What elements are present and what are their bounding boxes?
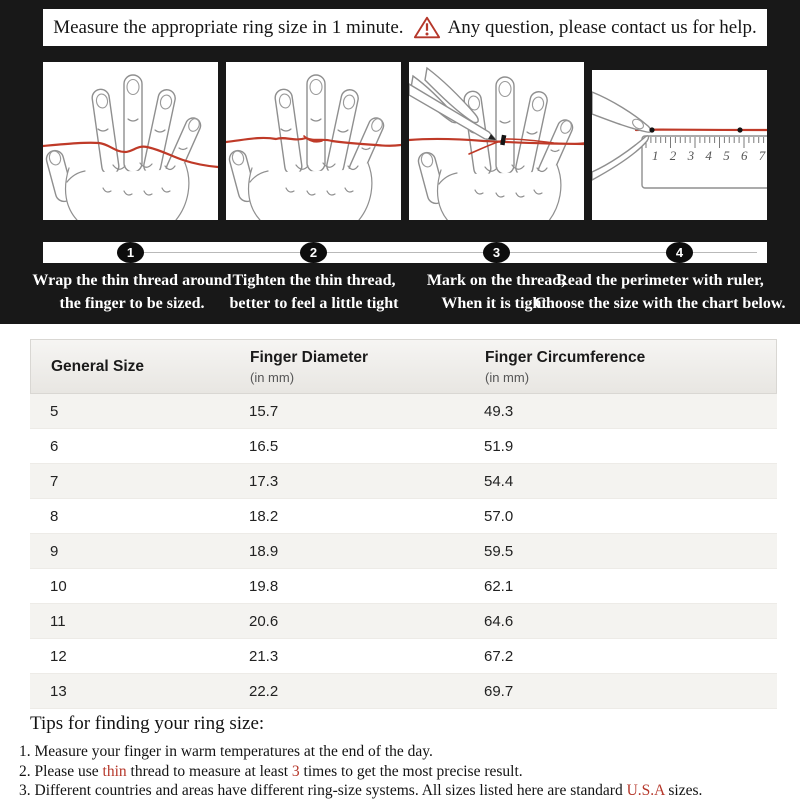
- step-2-badge: 2: [300, 242, 327, 263]
- step-connector-line: [131, 252, 757, 253]
- header-text-right: Any question, please contact us for help.: [447, 16, 757, 38]
- illustration-mark-thread: [409, 62, 584, 220]
- column-header-finger-diameter: Finger Diameter: [250, 348, 369, 366]
- pinching-thumb: [592, 136, 648, 180]
- tips-title: Tips for finding your ring size:: [30, 713, 265, 734]
- measure-dot-end: [737, 127, 742, 132]
- ruler-number: 3: [687, 148, 695, 163]
- instructions-section: [0, 0, 800, 324]
- ruler-number: 2: [669, 148, 677, 163]
- column-header-general-size: General Size: [51, 357, 145, 375]
- step-1-badge: 1: [117, 242, 144, 263]
- ruler-number: 5: [723, 148, 730, 163]
- table-body: [30, 394, 777, 709]
- table-row: 11 20.6 64.6: [30, 604, 777, 639]
- step-progress-bar: [43, 242, 767, 263]
- column-unit: (in mm): [250, 369, 295, 385]
- illustration-tighten-thread: [226, 62, 401, 220]
- header-text-left: Measure the appropriate ring size in 1 minute.: [53, 16, 404, 38]
- step-2-caption: Tighten the thin thread, better to feel a little tight: [229, 272, 399, 312]
- tip-item-2: 2. Please use thin thread to measure at least 3 times to get the most precise result.: [19, 762, 523, 780]
- step-4-badge: 4: [666, 242, 693, 263]
- ruler-number: 4: [705, 148, 712, 163]
- ruler-number: 7: [758, 148, 766, 163]
- ruler-number: 1: [652, 148, 659, 163]
- tips-section: [0, 713, 800, 800]
- table-row: 10 19.8 62.1: [30, 569, 777, 604]
- column-header-finger-circumference: Finger Circumference: [485, 348, 646, 366]
- warning-triangle-icon: [413, 15, 441, 40]
- illustration-measure-ruler: [592, 70, 767, 220]
- step-4-caption: Read the perimeter with ruler, Choose the size with the chart below.: [534, 272, 786, 312]
- table-row: 6 16.5 51.9: [30, 429, 777, 464]
- measure-dot-start: [649, 127, 654, 132]
- illustration-wrap-thread: [43, 62, 218, 220]
- step-3-badge: 3: [483, 242, 510, 263]
- table-row: 13 22.2 69.7: [30, 674, 777, 709]
- step-3-caption: Mark on the thread, When it is tight.: [426, 272, 566, 312]
- tips-list: [19, 742, 800, 800]
- table-row: 9 18.9 59.5: [30, 534, 777, 569]
- ring-size-table: [30, 339, 777, 709]
- tip-item-3: 3. Different countries and areas have different ring-size systems. All sizes listed here are standard U.S.A sizes.: [19, 782, 703, 799]
- column-unit: (in mm): [485, 369, 530, 385]
- header-banner: [43, 9, 767, 46]
- pinching-finger: [592, 92, 651, 132]
- illustration-panels: [43, 62, 767, 220]
- table-row: 8 18.2 57.0: [30, 499, 777, 534]
- step-1-caption: Wrap the thin thread around the finger to be sized.: [32, 272, 232, 312]
- table-header-row: [30, 339, 777, 394]
- table-row: 12 21.3 67.2: [30, 639, 777, 674]
- tip-item-1: 1. Measure your finger in warm temperatures at the end of the day.: [19, 743, 433, 760]
- ruler-number: 6: [741, 148, 748, 163]
- table-row: 5 15.7 49.3: [30, 394, 777, 429]
- table-row: 7 17.3 54.4: [30, 464, 777, 499]
